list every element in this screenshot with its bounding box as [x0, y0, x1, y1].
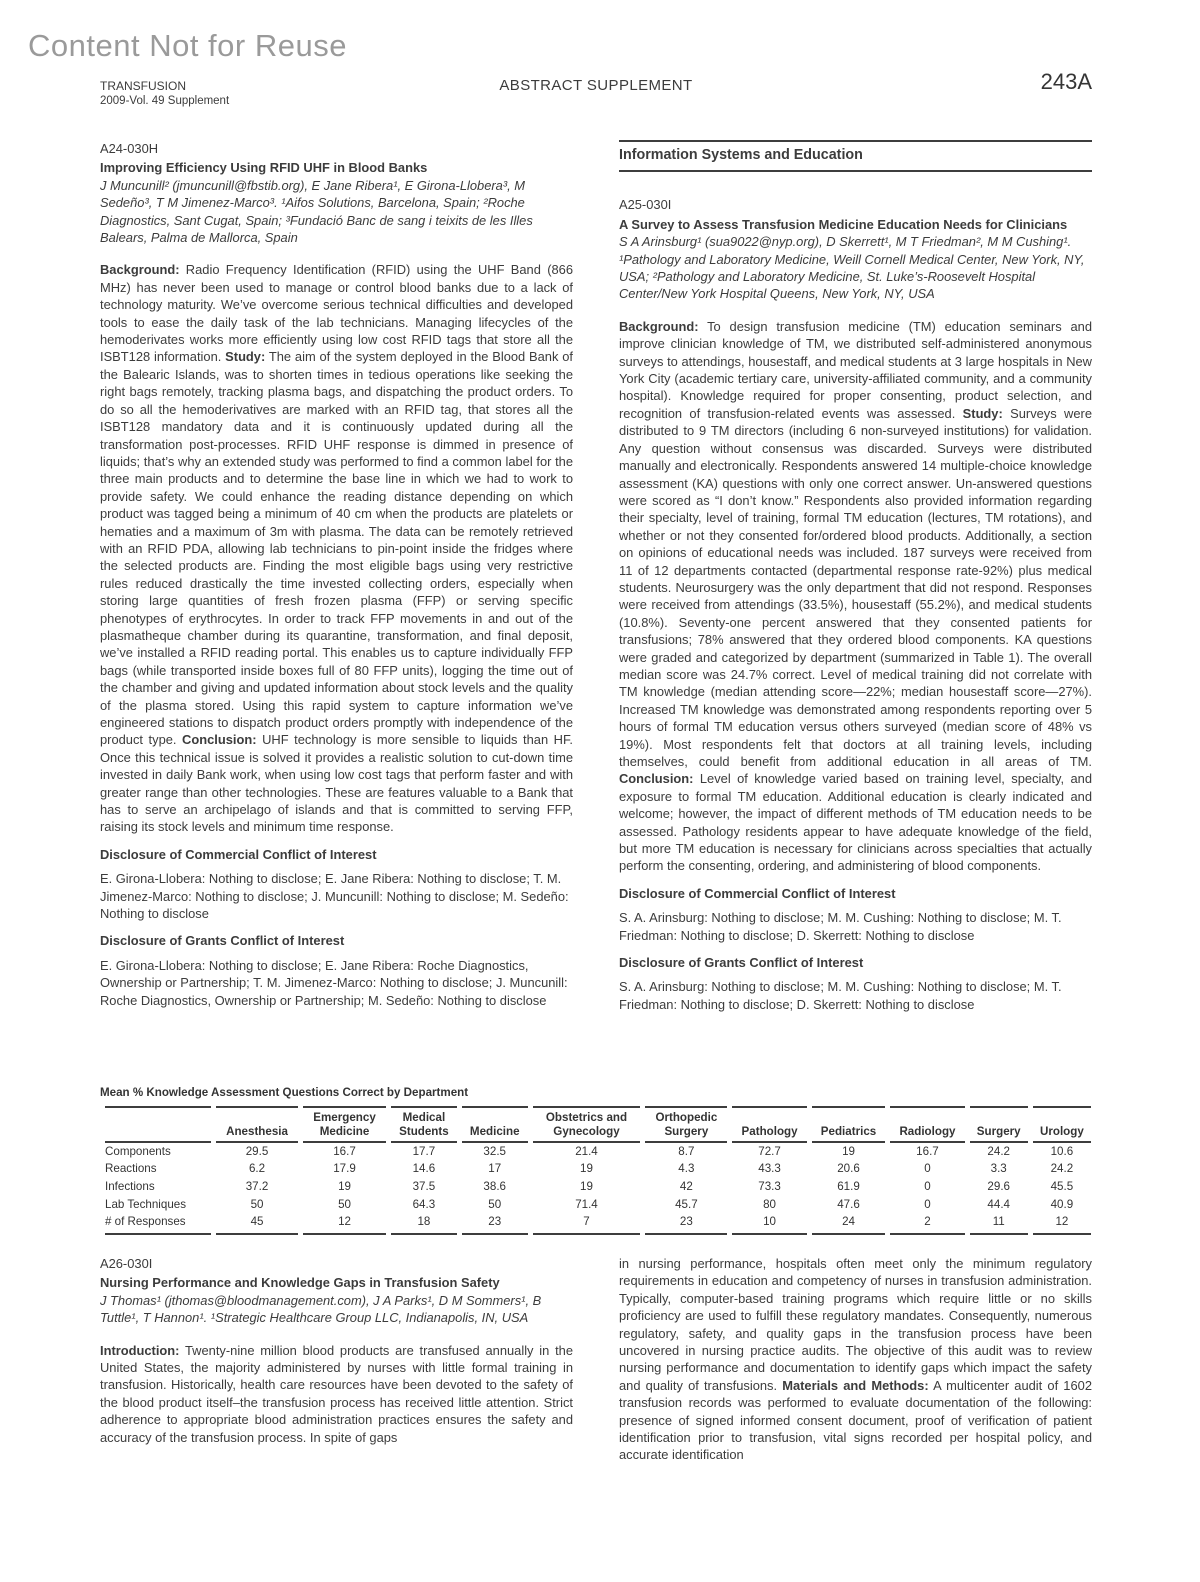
table-cell: 37.2	[245, 1179, 269, 1193]
abstract-title: Improving Efficiency Using RFID UHF in Blood Banks	[100, 160, 428, 176]
abstract-id: A25-030I	[619, 197, 672, 213]
abstract-body: Introduction: Twenty-nine million blood products are transfused annually in the United States, the majority administered by nurses with little formal training in transfusion. Historically, health care resources have been devoted to the safety of the blood product itself–the transfusion process has received little attention. Strict adherence to appropriate blood administration practices ensures the safety and accuracy of the transfusion process. In spite of gaps	[100, 1342, 573, 1445]
row-label: Reactions	[105, 1162, 157, 1176]
table-row	[105, 1196, 1091, 1214]
column-header: Orthopedic Surgery	[645, 1106, 727, 1143]
bold-run-in-label: Conclusion:	[182, 732, 257, 748]
bold-run-in-label: Study:	[225, 349, 266, 365]
disclosure-grants-heading: Disclosure of Grants Conflict of Interest	[100, 933, 345, 949]
table-cell: 45	[216, 1213, 298, 1235]
abstract-body: Background: Radio Frequency Identification (RFID) using the UHF Band (866 MHz) has never been used to manage or control blood banks due to a lack of technology maturity. We’ve overcome serious technical difficulties and developed tools to ease the daily task of the lab technicians. Managing lifecycles of the hemoderivates works more efficiently using low cost RFID tags that store all the ISBT128 information. Study: The aim of the system deployed in the Blood Bank of the Balearic Islands, was to shorten times in tedious operations like seeking the right bags remotely, tracking plasma bags, and dispatching the product orders. To do so all the hemoderivatives are marked with an RFID tag, that stores all the ISBT128 mandatory data and it is continuously updated during all the transformation post-processes. RFID UHF response is dimmed in presence of liquids; that’s why an extended study was performed to find a common label for the three main products and to determine the base line in which we had to work to provide safety. We could enhance the reading distance depending on which product was tagged being a minimum of 40 cm when the products are platelets or hematies and a maximum of 3m with plasma. The data can be remotely retrieved with an RFID PDA, allowing lab technicians to pin-point inside the fridges where the selected products are. Finding the most eligible bags using very restrictive rules reduced drastically the time invested collecting orders, especially when storing large quantities of fresh frozen plasma (FFP) or serving specific phenotypes of erythrocytes. In order to track FFP movements in and out of the plasmatheque chamber during its quarantine, transformation, and final deposit, we’ve installed a RFID reading portal. This enables us to capture individually FFP bags (while transported inside boxes full of 80 FFP units), logging the time out of the chamber and giving and updated information about stock levels and the quality of the plasma stored. Using this rapid system to capture information we’ve engineered stations to dispatch product orders promptly with independence of the product type. Conclusion: UHF technology is more sensible to liquids than HF. Once this technical issue is solved it provides a realistic solution to cut-down time invested in daily Bank work, when using low cost tags that perform faster and with greater range than other technologies. These are features valuable to a Bank that has to serve an archipelago of islands and that is committed to serving FFP, raising its stock levels and minimum time response.	[100, 262, 573, 835]
table-row	[105, 1213, 1091, 1235]
table-cell: 16.7	[916, 1144, 939, 1158]
journal-title: TRANSFUSION	[100, 79, 187, 93]
table-cell: 17	[488, 1162, 502, 1176]
table-cell: 47.6	[837, 1197, 860, 1211]
journal-volume: 2009-Vol. 49 Supplement	[100, 95, 230, 107]
column-header: Radiology	[890, 1106, 964, 1143]
table-cell: 19	[580, 1162, 593, 1176]
column-header: Anesthesia	[216, 1106, 298, 1143]
disclosure-commercial-heading: Disclosure of Commercial Conflict of Interest	[619, 885, 896, 901]
knowledge-assessment-table	[100, 1106, 1096, 1235]
table-cell: 24.2	[1050, 1162, 1074, 1176]
table-cell: 0	[924, 1179, 931, 1193]
column-header: Urology	[1033, 1106, 1091, 1143]
table-cell: 50	[338, 1197, 351, 1211]
table-cell: 37.5	[412, 1179, 436, 1193]
table-header-row	[105, 1106, 1091, 1143]
abstract-body-continuation: in nursing performance, hospitals often meet only the minimum regulatory requirements in education and competency of nurses in transfusion administration. Typically, computer-based training programs which require little or no skills proficiency are used to fulfill these regulatory mandates. Consequently, numerous regulatory, safety, and quality gaps in the transfusion process have been uncovered in nursing practice audits. The objective of this audit was to review nursing performance and documentation to identify gaps which impact the safety and quality of transfusions. Materials and Methods: A multicenter audit of 1602 transfusion records was performed to evaluate documentation of the following: presence of signed informed consent document, proof of verification of patient identification prior to transfusion, vital signs recorded per hospital policy, and accurate identification	[619, 1256, 1092, 1463]
abstract-id: A24-030H	[100, 141, 159, 156]
table-cell: 61.9	[837, 1179, 860, 1193]
abstract-body: Background: To design transfusion medicine (TM) education seminars and improve clinician knowledge of TM, we distributed self-administered anonymous surveys to attendings, housestaff, and medical students at 3 large hospitals in New York City (academic tertiary care, university-affiliated community, and a community hospital). Knowledge required for proper consenting, product selection, and recognition of transfusion-related events was assessed. Study: Surveys were distributed to 9 TM directors (including 6 non-surveyed institutions) for validation. Any question without consensus was discarded. Surveys were distributed manually and electronically. Respondents answered 14 multiple-choice knowledge assessment (KA) questions with only one correct answer. Un-answered questions were scored as “I don’t know.” Respondents also provided information regarding their specialty, level of training, formal TM education (lectures, TM rotations), and whether or not they consented for/ordered blood products. Additionally, a section on opinions of educational needs was included. 187 surveys were received from 11 of 12 departments contacted (departmental response rate-92%) plus medical students. Neurosurgery was the only department that did not respond. Responses were received from attendings (33.5%), housestaff (55.2%), and medical students (10.8%). Seventy-one percent answered that they consented patients for transfusions; 78% answered that they ordered blood components. KA questions were graded and categorized by department (summarized in Table 1). The overall median score was 24.7% correct. Level of medical training did not correlate with TM knowledge (median attending score—22%; median housestaff score—27%). Increased TM knowledge was demonstrated among respondents reporting over 5 hours of formal TM education versus others surveyed (median score of 48% vs 19%). Most respondents felt that doctors at all training levels, including themselves, could benefit from additional education in all areas of TM. Conclusion: Level of knowledge varied based on training level, specialty, and exposure to formal TM education. Additional education is clearly indicated and welcome; however, the impact of different methods of TM education needs to be assessed. Pathology residents appear to have adequate knowledge of the field, but more TM education is necessary for clinicians across specialties that actually perform the consenting, ordering, and administering of blood components.	[619, 318, 1092, 874]
table-row	[105, 1178, 1091, 1196]
table-cell: 71.4	[575, 1197, 598, 1211]
table-cell: 20.6	[837, 1162, 860, 1176]
table-cell: 24	[812, 1213, 886, 1235]
table-cell: 19	[580, 1179, 593, 1193]
table-cell: 17.9	[333, 1162, 356, 1176]
table-cell: 18	[391, 1213, 457, 1235]
bold-run-in-label: Background:	[100, 262, 180, 278]
table-cell: 38.6	[483, 1179, 506, 1193]
abstract-authors: J Muncunill² (jmuncunill@fbstib.org), E Jane Ribera¹, E Girona-Llobera³, M Sedeño³, T M Jimenez-Marco³. ¹Aifos Solutions, Barcelona, Spain; ²Roche Diagnostics, Sant Cugat, Spain; ³Fundació Banc de sang i teixits de les Illes Balears, Palma de Mallorca, Spain	[100, 177, 533, 246]
table-cell: 4.3	[678, 1162, 695, 1176]
top-columns	[100, 140, 1092, 1013]
table-cell: 7	[533, 1213, 641, 1235]
column-header	[105, 1106, 211, 1143]
table-cell: 45.7	[675, 1197, 698, 1211]
table-cell: 72.7	[758, 1144, 781, 1158]
bottom-columns	[100, 1255, 1092, 1464]
disclosure-commercial-text: S. A. Arinsburg: Nothing to disclose; M. M. Cushing: Nothing to disclose; M. T. Friedman: Nothing to disclose; D. Skerrett: Nothing to disclose	[619, 910, 1062, 943]
column-header: Medical Students	[391, 1106, 457, 1143]
table-cell: 8.7	[678, 1144, 695, 1158]
bold-run-in-label: Conclusion:	[619, 771, 694, 787]
column-header: Pediatrics	[812, 1106, 886, 1143]
table-cell: 19	[842, 1144, 855, 1158]
table-row	[105, 1143, 1091, 1161]
abstract-title: A Survey to Assess Transfusion Medicine Education Needs for Clinicians	[619, 216, 1068, 232]
table-cell: 80	[763, 1197, 777, 1211]
left-column	[100, 140, 573, 1013]
table-cell: 24.2	[987, 1144, 1010, 1158]
disclosure-commercial-text: E. Girona-Llobera: Nothing to disclose; E. Jane Ribera: Nothing to disclose; T. M. Jimenez-Marco: Nothing to disclose; J. Muncunill: Nothing to disclose; M. Sedeño: Nothing to disclose	[100, 871, 569, 922]
abstract-title: Nursing Performance and Knowledge Gaps in Transfusion Safety	[100, 1275, 500, 1291]
row-label: Components	[105, 1144, 171, 1158]
table-cell: 64.3	[412, 1197, 436, 1211]
disclosure-commercial-heading: Disclosure of Commercial Conflict of Interest	[100, 846, 377, 862]
disclosure-grants-text: S. A. Arinsburg: Nothing to disclose; M. M. Cushing: Nothing to disclose; M. T. Friedman: Nothing to disclose; D. Skerrett: Nothing to disclose	[619, 979, 1062, 1012]
bold-run-in-label: Study:	[962, 405, 1003, 421]
table-cell: 3.3	[990, 1162, 1007, 1176]
abstract-authors: S A Arinsburg¹ (sua9022@nyp.org), D Skerrett¹, M T Friedman², M M Cushing¹. ¹Pathology and Laboratory Medicine, Weill Cornell Medical Center, New York, NY, USA; ²Pathology and Laboratory Medicine, St. Luke’s-Roosevelt Hospital Center/New York Hospital Queens, New York, NY, USA	[619, 234, 1085, 302]
table-cell: 10	[732, 1213, 806, 1235]
column-header: Surgery	[970, 1106, 1028, 1143]
table-cell: 23	[645, 1213, 727, 1235]
bottom-left-column	[100, 1255, 573, 1464]
table-cell: 73.3	[758, 1179, 781, 1193]
table-cell: 43.3	[758, 1162, 781, 1176]
column-header: Emergency Medicine	[303, 1106, 386, 1143]
column-header: Pathology	[732, 1106, 806, 1143]
table-cell: 50	[250, 1197, 264, 1211]
bold-run-in-label: Introduction:	[100, 1342, 180, 1358]
table-cell: 11	[970, 1213, 1028, 1235]
disclosure-grants-heading: Disclosure of Grants Conflict of Interest	[619, 955, 864, 971]
table-cell: 12	[303, 1213, 386, 1235]
section-heading: Information Systems and Education	[619, 140, 1092, 172]
table-cell: 45.5	[1050, 1179, 1074, 1193]
abstract-id: A26-030I	[100, 1256, 153, 1271]
table-cell: 50	[488, 1197, 502, 1211]
table-cell: 0	[924, 1197, 931, 1211]
page-number: 243A	[1040, 69, 1092, 94]
table-cell: 0	[924, 1162, 931, 1176]
table-cell: 42	[679, 1179, 693, 1193]
table-cell: 14.6	[412, 1162, 436, 1176]
table-title: Mean % Knowledge Assessment Questions Correct by Department	[100, 1086, 469, 1099]
table-cell: 40.9	[1050, 1197, 1074, 1211]
table-cell: 32.5	[483, 1144, 506, 1158]
table-cell: 2	[890, 1213, 964, 1235]
table-section	[100, 1086, 1096, 1235]
page-header	[100, 69, 1092, 120]
bottom-right-column	[619, 1255, 1092, 1464]
table-row	[105, 1161, 1091, 1179]
abstract-authors: J Thomas¹ (jthomas@bloodmanagement.com), J A Parks¹, D M Sommers¹, B Tuttle¹, T Hannon¹. ¹Strategic Healthcare Group LLC, Indianapolis, IN, USA	[100, 1292, 542, 1326]
running-head: ABSTRACT SUPPLEMENT	[499, 77, 693, 94]
table-cell: 17.7	[412, 1144, 436, 1158]
table-cell: 10.6	[1050, 1144, 1074, 1158]
table-cell: 16.7	[333, 1144, 356, 1158]
table-cell: 44.4	[987, 1197, 1010, 1211]
bold-run-in-label: Materials and Methods:	[782, 1377, 929, 1393]
table-cell: 21.4	[575, 1144, 598, 1158]
bold-run-in-label: Background:	[619, 318, 699, 334]
column-header: Obstetrics and Gynecology	[533, 1106, 641, 1143]
table-cell: 6.2	[248, 1162, 266, 1176]
row-label: Lab Techniques	[105, 1197, 187, 1211]
table-cell: 29.5	[245, 1144, 269, 1158]
column-header: Medicine	[462, 1106, 528, 1143]
table-cell: 12	[1033, 1213, 1091, 1235]
row-label: # of Responses	[105, 1213, 211, 1235]
disclosure-grants-text: E. Girona-Llobera: Nothing to disclose; E. Jane Ribera: Roche Diagnostics, Ownership or Partnership; T. M. Jimenez-Marco: Nothing to disclose; J. Muncunill: Roche Diagnostics, Ownership or Partnership; M. Sedeño: Nothing to disclose	[100, 957, 568, 1008]
table-cell: 23	[462, 1213, 528, 1235]
row-label: Infections	[105, 1179, 155, 1193]
right-column	[619, 140, 1092, 1013]
table-cell: 19	[338, 1179, 351, 1193]
table-cell: 29.6	[987, 1179, 1010, 1193]
watermark-text: Content Not for Reuse	[28, 28, 347, 63]
